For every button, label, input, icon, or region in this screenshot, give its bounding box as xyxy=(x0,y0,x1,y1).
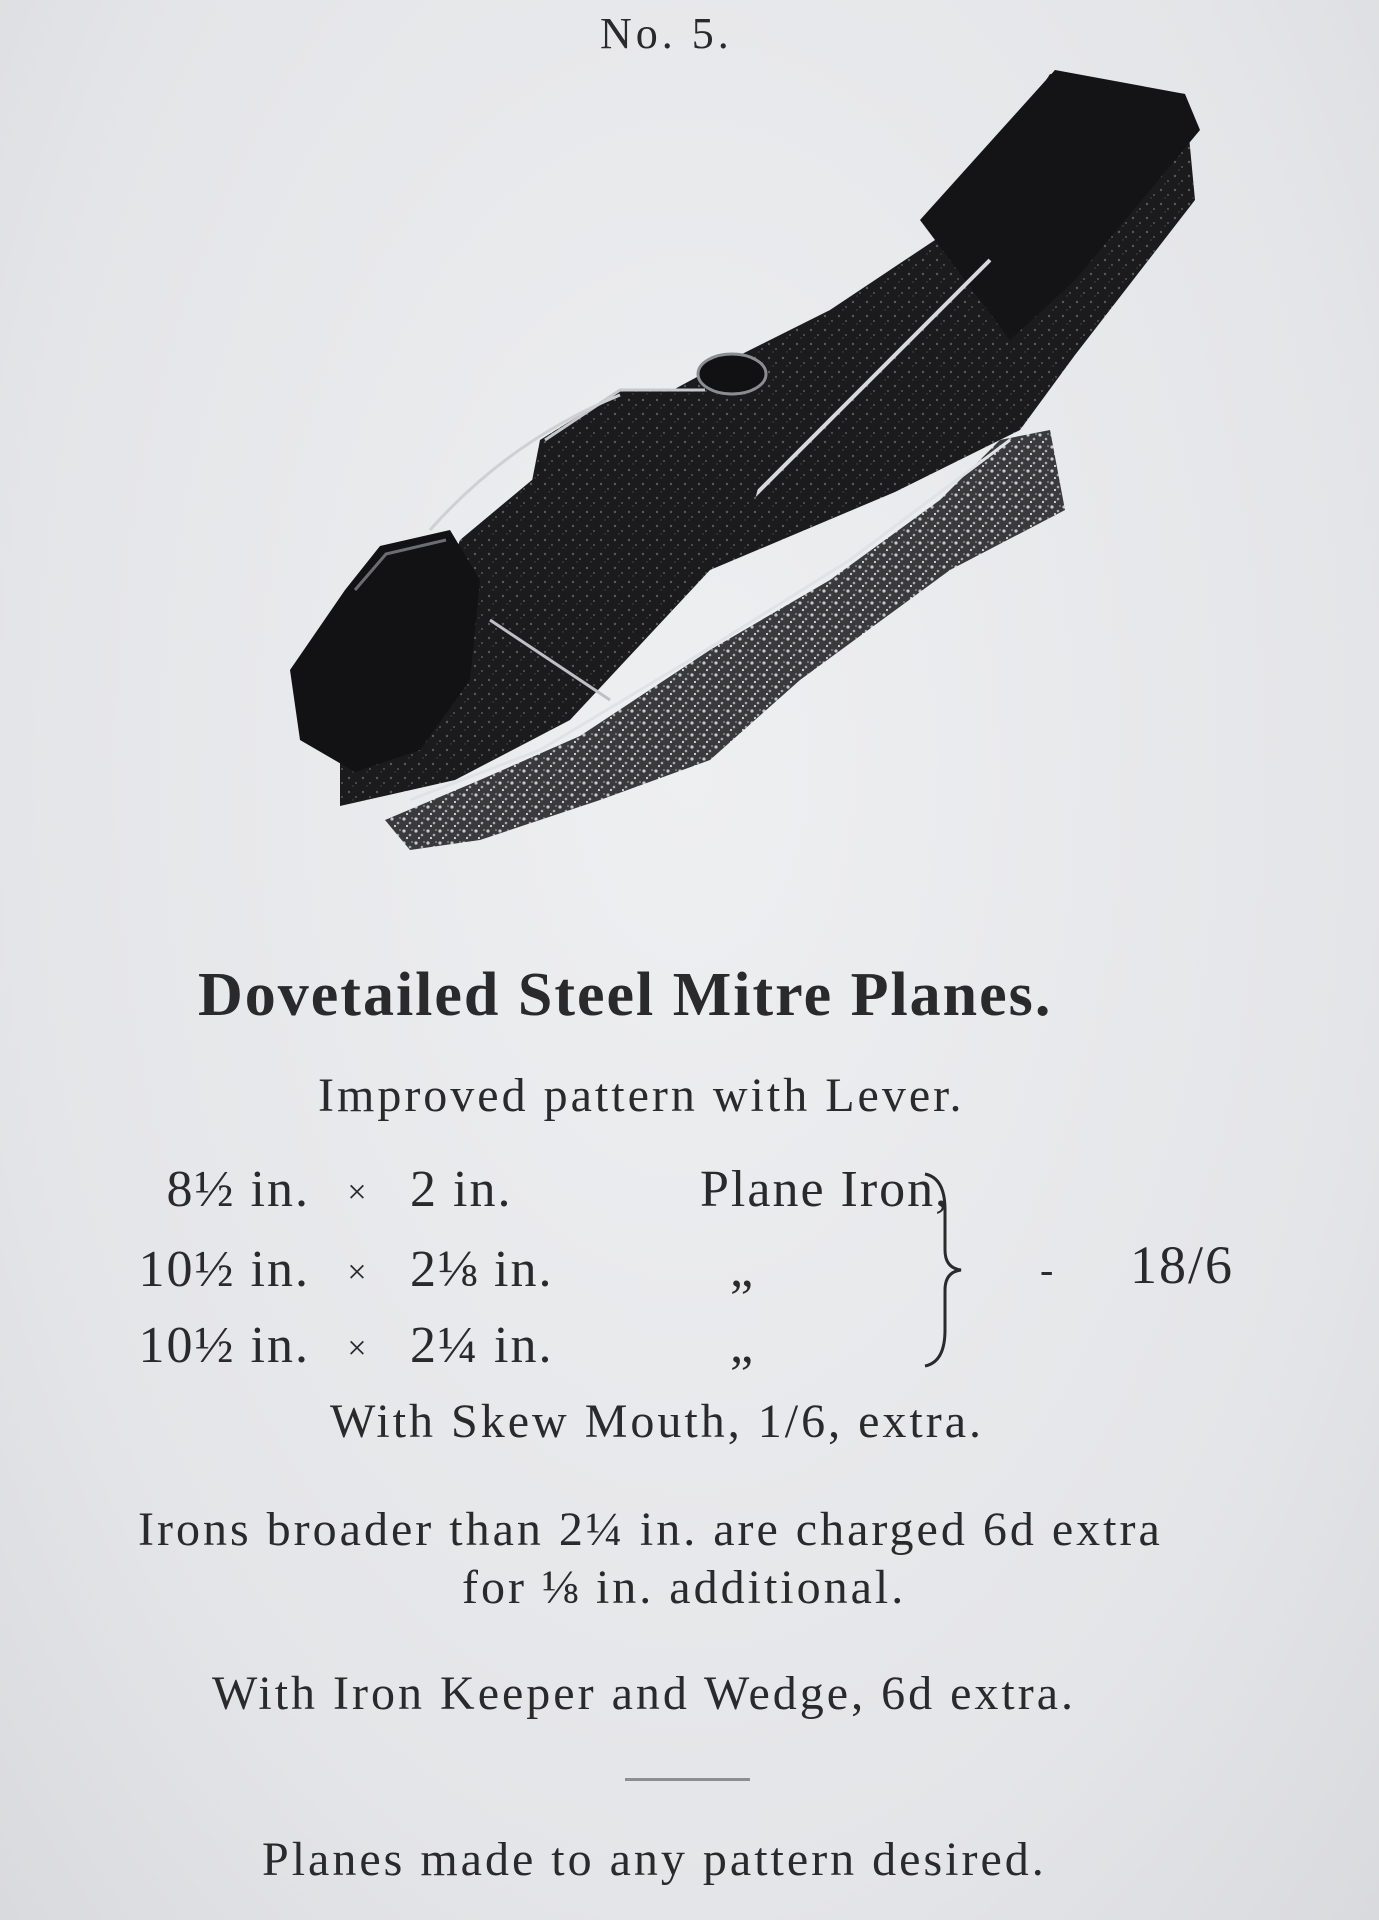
keeper-wedge-note: With Iron Keeper and Wedge, 6d extra. xyxy=(212,1667,1077,1720)
plane-length: 10½ in. xyxy=(138,1317,310,1374)
irons-note-line-2: for ⅛ in. additional. xyxy=(462,1561,907,1614)
mitre-plane-illustration xyxy=(150,60,1210,960)
product-subtitle: Improved pattern with Lever. xyxy=(318,1069,965,1122)
catalog-number: No. 5. xyxy=(600,9,733,58)
irons-note-line-1: Irons broader than 2¼ in. are charged 6d extra xyxy=(138,1503,1163,1556)
iron-width: 2¼ in. xyxy=(410,1317,554,1374)
times-sign: × xyxy=(347,1174,369,1211)
ditto-mark: „ xyxy=(730,1241,756,1298)
times-sign: × xyxy=(347,1254,369,1291)
pattern-note: Planes made to any pattern desired. xyxy=(262,1833,1047,1886)
iron-description: Plane Iron, xyxy=(700,1161,951,1218)
plane-length: 8½ in. xyxy=(166,1161,310,1218)
product-title: Dovetailed Steel Mitre Planes. xyxy=(198,961,1053,1029)
right-brace xyxy=(915,1170,975,1370)
times-sign: × xyxy=(347,1330,369,1367)
iron-width: 2 in. xyxy=(410,1161,513,1218)
price-dash: - xyxy=(1040,1247,1054,1292)
ditto-mark: „ xyxy=(730,1317,756,1374)
iron-width: 2⅛ in. xyxy=(410,1241,554,1298)
plane-length: 10½ in. xyxy=(138,1241,310,1298)
price: 18/6 xyxy=(1130,1235,1235,1295)
plane-body xyxy=(290,70,1200,850)
divider xyxy=(625,1778,750,1781)
skew-mouth-note: With Skew Mouth, 1/6, extra. xyxy=(330,1395,984,1448)
